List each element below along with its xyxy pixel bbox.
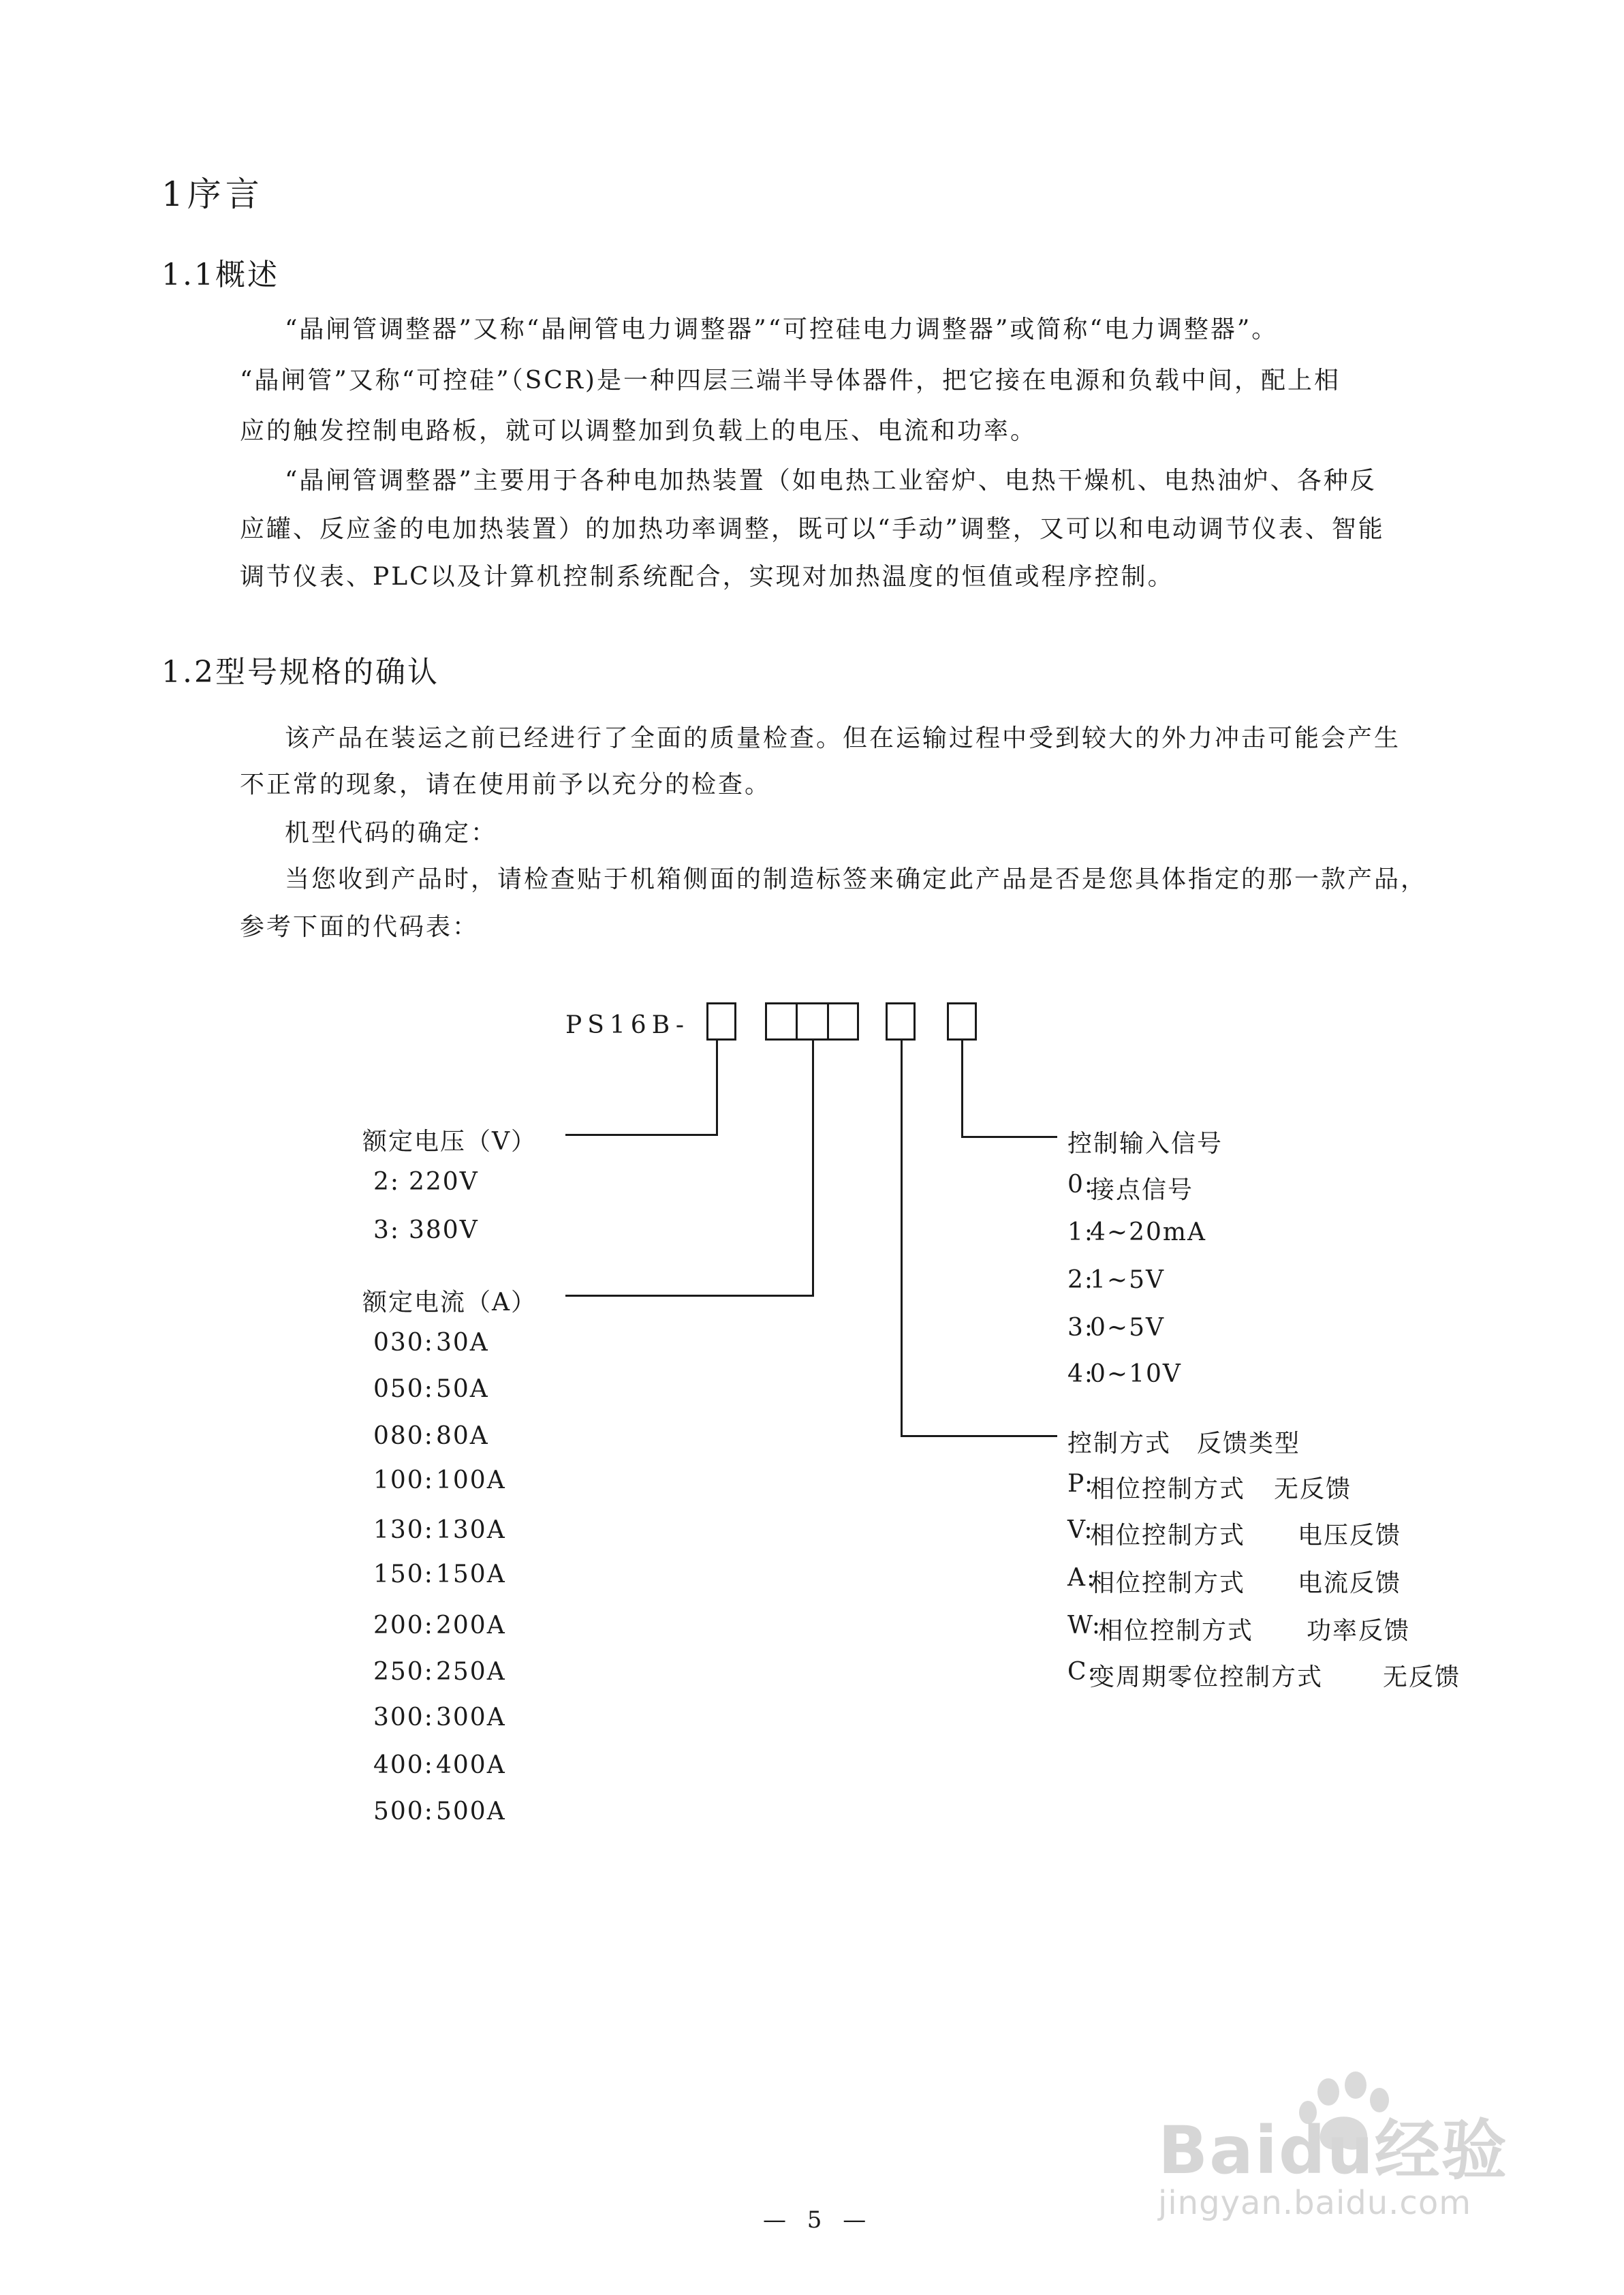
overview-para2-line1: “晶闸管调整器”主要用于各种电加热装置（如电热工业窑炉、电热干燥机、电热油炉、各种反 bbox=[285, 467, 1377, 495]
model-prefix: PS16B- bbox=[565, 1011, 689, 1039]
subsection-title-model: 1.2型号规格的确认 bbox=[161, 655, 439, 690]
current-code: 400: bbox=[373, 1751, 434, 1779]
overview-para1-line3: 应的触发控制电路板，就可以调整加到负载上的电压、电流和功率。 bbox=[240, 417, 1037, 445]
current-value: 50A bbox=[436, 1375, 489, 1403]
page-number: — 5 — bbox=[763, 2206, 873, 2234]
current-code: 080: bbox=[373, 1422, 434, 1450]
current-value: 300A bbox=[436, 1704, 506, 1731]
connector-mode-vertical bbox=[901, 1041, 903, 1437]
control-mode-name: 相位控制方式 bbox=[1090, 1569, 1246, 1597]
control-mode-name: 相位控制方式 bbox=[1090, 1522, 1246, 1550]
current-code: 500: bbox=[373, 1798, 434, 1826]
connector-voltage-vertical bbox=[716, 1041, 718, 1136]
current-value: 80A bbox=[436, 1422, 489, 1450]
input-signal-title: 控制输入信号 bbox=[1067, 1130, 1223, 1158]
current-value: 400A bbox=[436, 1751, 506, 1779]
code-box-divider bbox=[796, 1002, 798, 1041]
control-mode-code: V: bbox=[1067, 1516, 1094, 1544]
control-mode-feedback: 功率反馈 bbox=[1307, 1617, 1411, 1645]
input-signal-value: 4~20mA bbox=[1090, 1218, 1207, 1246]
model-para3-line1: 当您收到产品时，请检查贴于机箱侧面的制造标签来确定此产品是否是您具体指定的那一款产品， bbox=[285, 865, 1428, 893]
control-mode-code: A: bbox=[1067, 1564, 1097, 1592]
input-signal-code: 1: bbox=[1067, 1218, 1095, 1246]
input-signal-code: 0: bbox=[1067, 1171, 1095, 1199]
voltage-value: 220V bbox=[409, 1168, 479, 1196]
model-para1-line1: 该产品在装运之前已经进行了全面的质量检查。但在运输过程中受到较大的外力冲击可能会产生 bbox=[285, 724, 1401, 752]
connector-input-horizontal bbox=[961, 1136, 1057, 1138]
code-box-voltage bbox=[706, 1002, 736, 1041]
current-value: 30A bbox=[436, 1329, 489, 1357]
control-mode-name: 相位控制方式 bbox=[1090, 1475, 1246, 1503]
current-value: 100A bbox=[436, 1466, 506, 1494]
control-mode-name: 相位控制方式 bbox=[1098, 1617, 1254, 1645]
voltage-code: 2: bbox=[373, 1168, 401, 1196]
connector-input-vertical bbox=[961, 1041, 963, 1138]
code-box-input-signal bbox=[947, 1002, 977, 1041]
input-signal-value: 0~10V bbox=[1090, 1360, 1182, 1388]
control-mode-feedback: 无反馈 bbox=[1383, 1663, 1461, 1691]
current-value: 200A bbox=[436, 1612, 506, 1639]
control-mode-code: C: bbox=[1067, 1658, 1097, 1686]
input-signal-value: 1~5V bbox=[1090, 1266, 1165, 1294]
control-mode-name: 变周期零位控制方式 bbox=[1090, 1663, 1324, 1691]
subsection-title-overview: 1.1概述 bbox=[161, 258, 279, 292]
input-signal-value: 接点信号 bbox=[1090, 1176, 1194, 1204]
overview-para2-line2: 应罐、反应釜的电加热装置）的加热功率调整，既可以“手动”调整，又可以和电动调节仪表、智能 bbox=[240, 515, 1385, 543]
control-mode-title: 控制方式 反馈类型 bbox=[1067, 1430, 1301, 1458]
model-para1-line2: 不正常的现象，请在使用前予以充分的检查。 bbox=[240, 771, 772, 799]
control-mode-code: P: bbox=[1067, 1470, 1095, 1498]
connector-current-horizontal bbox=[565, 1295, 814, 1297]
watermark-url: jingyan.baidu.com bbox=[1158, 2184, 1471, 2222]
control-mode-feedback: 电压反馈 bbox=[1298, 1522, 1402, 1550]
current-code: 130: bbox=[373, 1516, 434, 1544]
overview-para2-line3: 调节仪表、PLC以及计算机控制系统配合，实现对加热温度的恒值或程序控制。 bbox=[240, 563, 1174, 591]
current-value: 130A bbox=[436, 1516, 506, 1544]
overview-para1-line1: “晶闸管调整器”又称“晶闸管电力调整器”“可控硅电力调整器”或简称“电力调整器”。 bbox=[285, 315, 1279, 343]
connector-mode-horizontal bbox=[901, 1435, 1057, 1437]
current-code: 200: bbox=[373, 1612, 434, 1639]
input-signal-code: 3: bbox=[1067, 1314, 1095, 1342]
voltage-code: 3: bbox=[373, 1216, 401, 1244]
current-code: 250: bbox=[373, 1658, 434, 1686]
voltage-title: 额定电压（V） bbox=[362, 1128, 537, 1156]
overview-para1-line2: “晶闸管”又称“可控硅”（SCR)是一种四层三端半导体器件，把它接在电源和负载中间，配上相 bbox=[240, 367, 1341, 395]
model-para3-line2: 参考下面的代码表： bbox=[240, 913, 480, 941]
current-code: 300: bbox=[373, 1704, 434, 1731]
current-value: 500A bbox=[436, 1798, 506, 1826]
watermark-brand: Baidu经验 bbox=[1158, 2112, 1508, 2189]
model-para2: 机型代码的确定： bbox=[285, 819, 498, 847]
control-mode-feedback: 电流反馈 bbox=[1298, 1569, 1402, 1597]
section-title: 1序言 bbox=[161, 174, 264, 214]
code-box-current bbox=[765, 1002, 859, 1041]
voltage-value: 380V bbox=[409, 1216, 479, 1244]
current-code: 030: bbox=[373, 1329, 434, 1357]
current-code: 150: bbox=[373, 1560, 434, 1588]
input-signal-value: 0~5V bbox=[1090, 1314, 1165, 1342]
code-box-divider bbox=[827, 1002, 829, 1041]
input-signal-code: 2: bbox=[1067, 1266, 1095, 1294]
code-box-control-mode bbox=[886, 1002, 916, 1041]
connector-current-vertical bbox=[812, 1041, 814, 1297]
control-mode-feedback: 无反馈 bbox=[1274, 1475, 1352, 1503]
connector-voltage-horizontal bbox=[565, 1134, 718, 1136]
control-mode-code: W: bbox=[1067, 1612, 1102, 1639]
current-title: 额定电流（A） bbox=[362, 1289, 537, 1316]
input-signal-code: 4: bbox=[1067, 1360, 1095, 1388]
current-code: 050: bbox=[373, 1375, 434, 1403]
current-value: 150A bbox=[436, 1560, 506, 1588]
current-value: 250A bbox=[436, 1658, 506, 1686]
current-code: 100: bbox=[373, 1466, 434, 1494]
